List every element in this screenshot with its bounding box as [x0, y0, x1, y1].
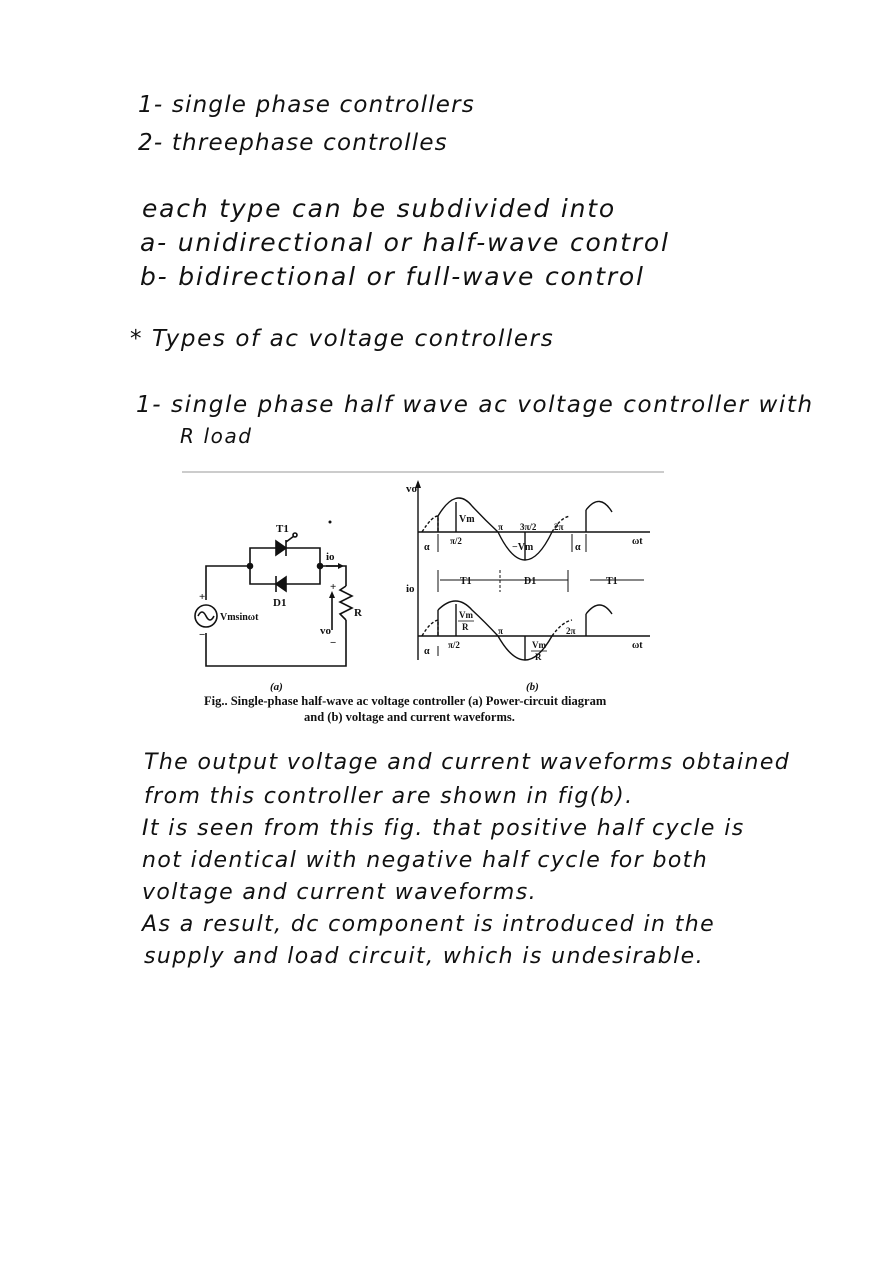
- wire-top-left: [206, 566, 250, 600]
- vo-waveform-second: [586, 501, 612, 512]
- subdivision-item-b: b- bidirectional or full-wave control: [140, 262, 645, 291]
- figure-caption-line1: [204, 694, 606, 709]
- stray-mark: [329, 521, 332, 524]
- wire-thyristor-branch: [250, 548, 320, 566]
- label-t1: T1: [276, 523, 289, 535]
- wave-d1: D1: [524, 576, 537, 587]
- subdivision-item-a: a- unidirectional or half-wave control: [140, 228, 670, 257]
- label-source: Vmsinωt: [220, 612, 259, 623]
- io-waveform-second: [586, 605, 612, 614]
- list-item-single-phase: 1- single phase controllers: [138, 92, 475, 118]
- figure: [180, 470, 670, 730]
- types-heading: * Types of ac voltage controllers: [130, 326, 555, 352]
- wave-vm: Vm: [459, 514, 475, 525]
- wave-vm-r-den: R: [462, 622, 469, 632]
- label-minus-source: −: [199, 629, 206, 641]
- paragraph-line-4: not identical with negative half cycle for both: [142, 848, 709, 873]
- paragraph-line-7: supply and load circuit, which is undesirable.: [144, 944, 705, 969]
- wave-pi-2: π/2: [450, 536, 462, 546]
- label-plus-source: +: [199, 591, 206, 603]
- paragraph-line-1: The output voltage and current waveforms obtained: [144, 750, 791, 775]
- io-dashed-start: [422, 620, 438, 636]
- list-item-three-phase: 2- threephase controlles: [138, 130, 448, 156]
- wave-vm-r-num: Vm: [459, 610, 473, 620]
- wave-vo-axis: vo: [406, 483, 417, 495]
- paragraph-line-6: As a result, dc component is introduced in the: [142, 912, 715, 937]
- figure-caption-text2: and (b) voltage and current waveforms.: [304, 710, 515, 724]
- io-arrow-head: [338, 563, 344, 569]
- wave-neg-vm-r-num: Vm: [532, 640, 546, 650]
- label-minus-load: −: [330, 637, 337, 649]
- figure-caption-fig: Fig.: [204, 694, 225, 708]
- label-d1: D1: [273, 597, 287, 609]
- waveform-plots: [415, 480, 650, 660]
- wave-pi: π: [498, 522, 503, 532]
- wave-two-pi-b: 2π: [566, 626, 576, 636]
- wave-alpha-3: α: [424, 646, 430, 657]
- label-b: (b): [526, 681, 539, 693]
- wave-neg-vm-r-den: R: [535, 652, 542, 662]
- figure-caption-line2: [304, 710, 515, 725]
- wave-t1-a: T1: [460, 576, 472, 587]
- wave-wt-1: ωt: [632, 536, 643, 547]
- subdivision-intro: each type can be subdivided into: [142, 194, 616, 223]
- label-vo: vo: [320, 625, 331, 637]
- junction-left: [248, 564, 253, 569]
- paragraph-line-3: It is seen from this fig. that positive half cycle is: [142, 816, 745, 841]
- thyristor-symbol: [276, 541, 286, 555]
- label-a: (a): [270, 681, 283, 693]
- vo-dashed-start: [422, 516, 438, 532]
- wave-three-pi-2: 3π/2: [520, 522, 537, 532]
- wave-alpha-2: α: [575, 542, 581, 553]
- junction-right: [318, 564, 323, 569]
- paragraph-line-2: from this controller are shown in fig(b).: [144, 784, 634, 809]
- label-io: io: [326, 551, 335, 563]
- label-plus-load: +: [330, 581, 337, 593]
- wave-alpha-1: α: [424, 542, 430, 553]
- figure-caption-text1: . Single-phase half-wave ac voltage controller (a) Power-circuit diagram: [224, 694, 607, 708]
- wave-neg-vm: −Vm: [512, 542, 534, 553]
- diode-symbol: [276, 577, 286, 591]
- resistor-symbol: [340, 586, 352, 620]
- wave-io-axis: io: [406, 583, 415, 595]
- section-title-line2: R load: [180, 424, 253, 448]
- wave-two-pi: 2π: [554, 522, 564, 532]
- ac-source-wave: [198, 612, 214, 620]
- paragraph-line-5: voltage and current waveforms.: [142, 880, 537, 905]
- wave-t1-b: T1: [606, 576, 618, 587]
- section-title-line1: 1- single phase half wave ac voltage controller with: [136, 392, 814, 418]
- figure-drawing: [180, 470, 670, 730]
- thyristor-gate-dot: [293, 533, 297, 537]
- wave-pi-2-b: π/2: [448, 640, 460, 650]
- wave-wt-2: ωt: [632, 640, 643, 651]
- thyristor-gate: [286, 536, 294, 542]
- wave-pi-b: π: [498, 626, 503, 636]
- label-r: R: [354, 607, 362, 619]
